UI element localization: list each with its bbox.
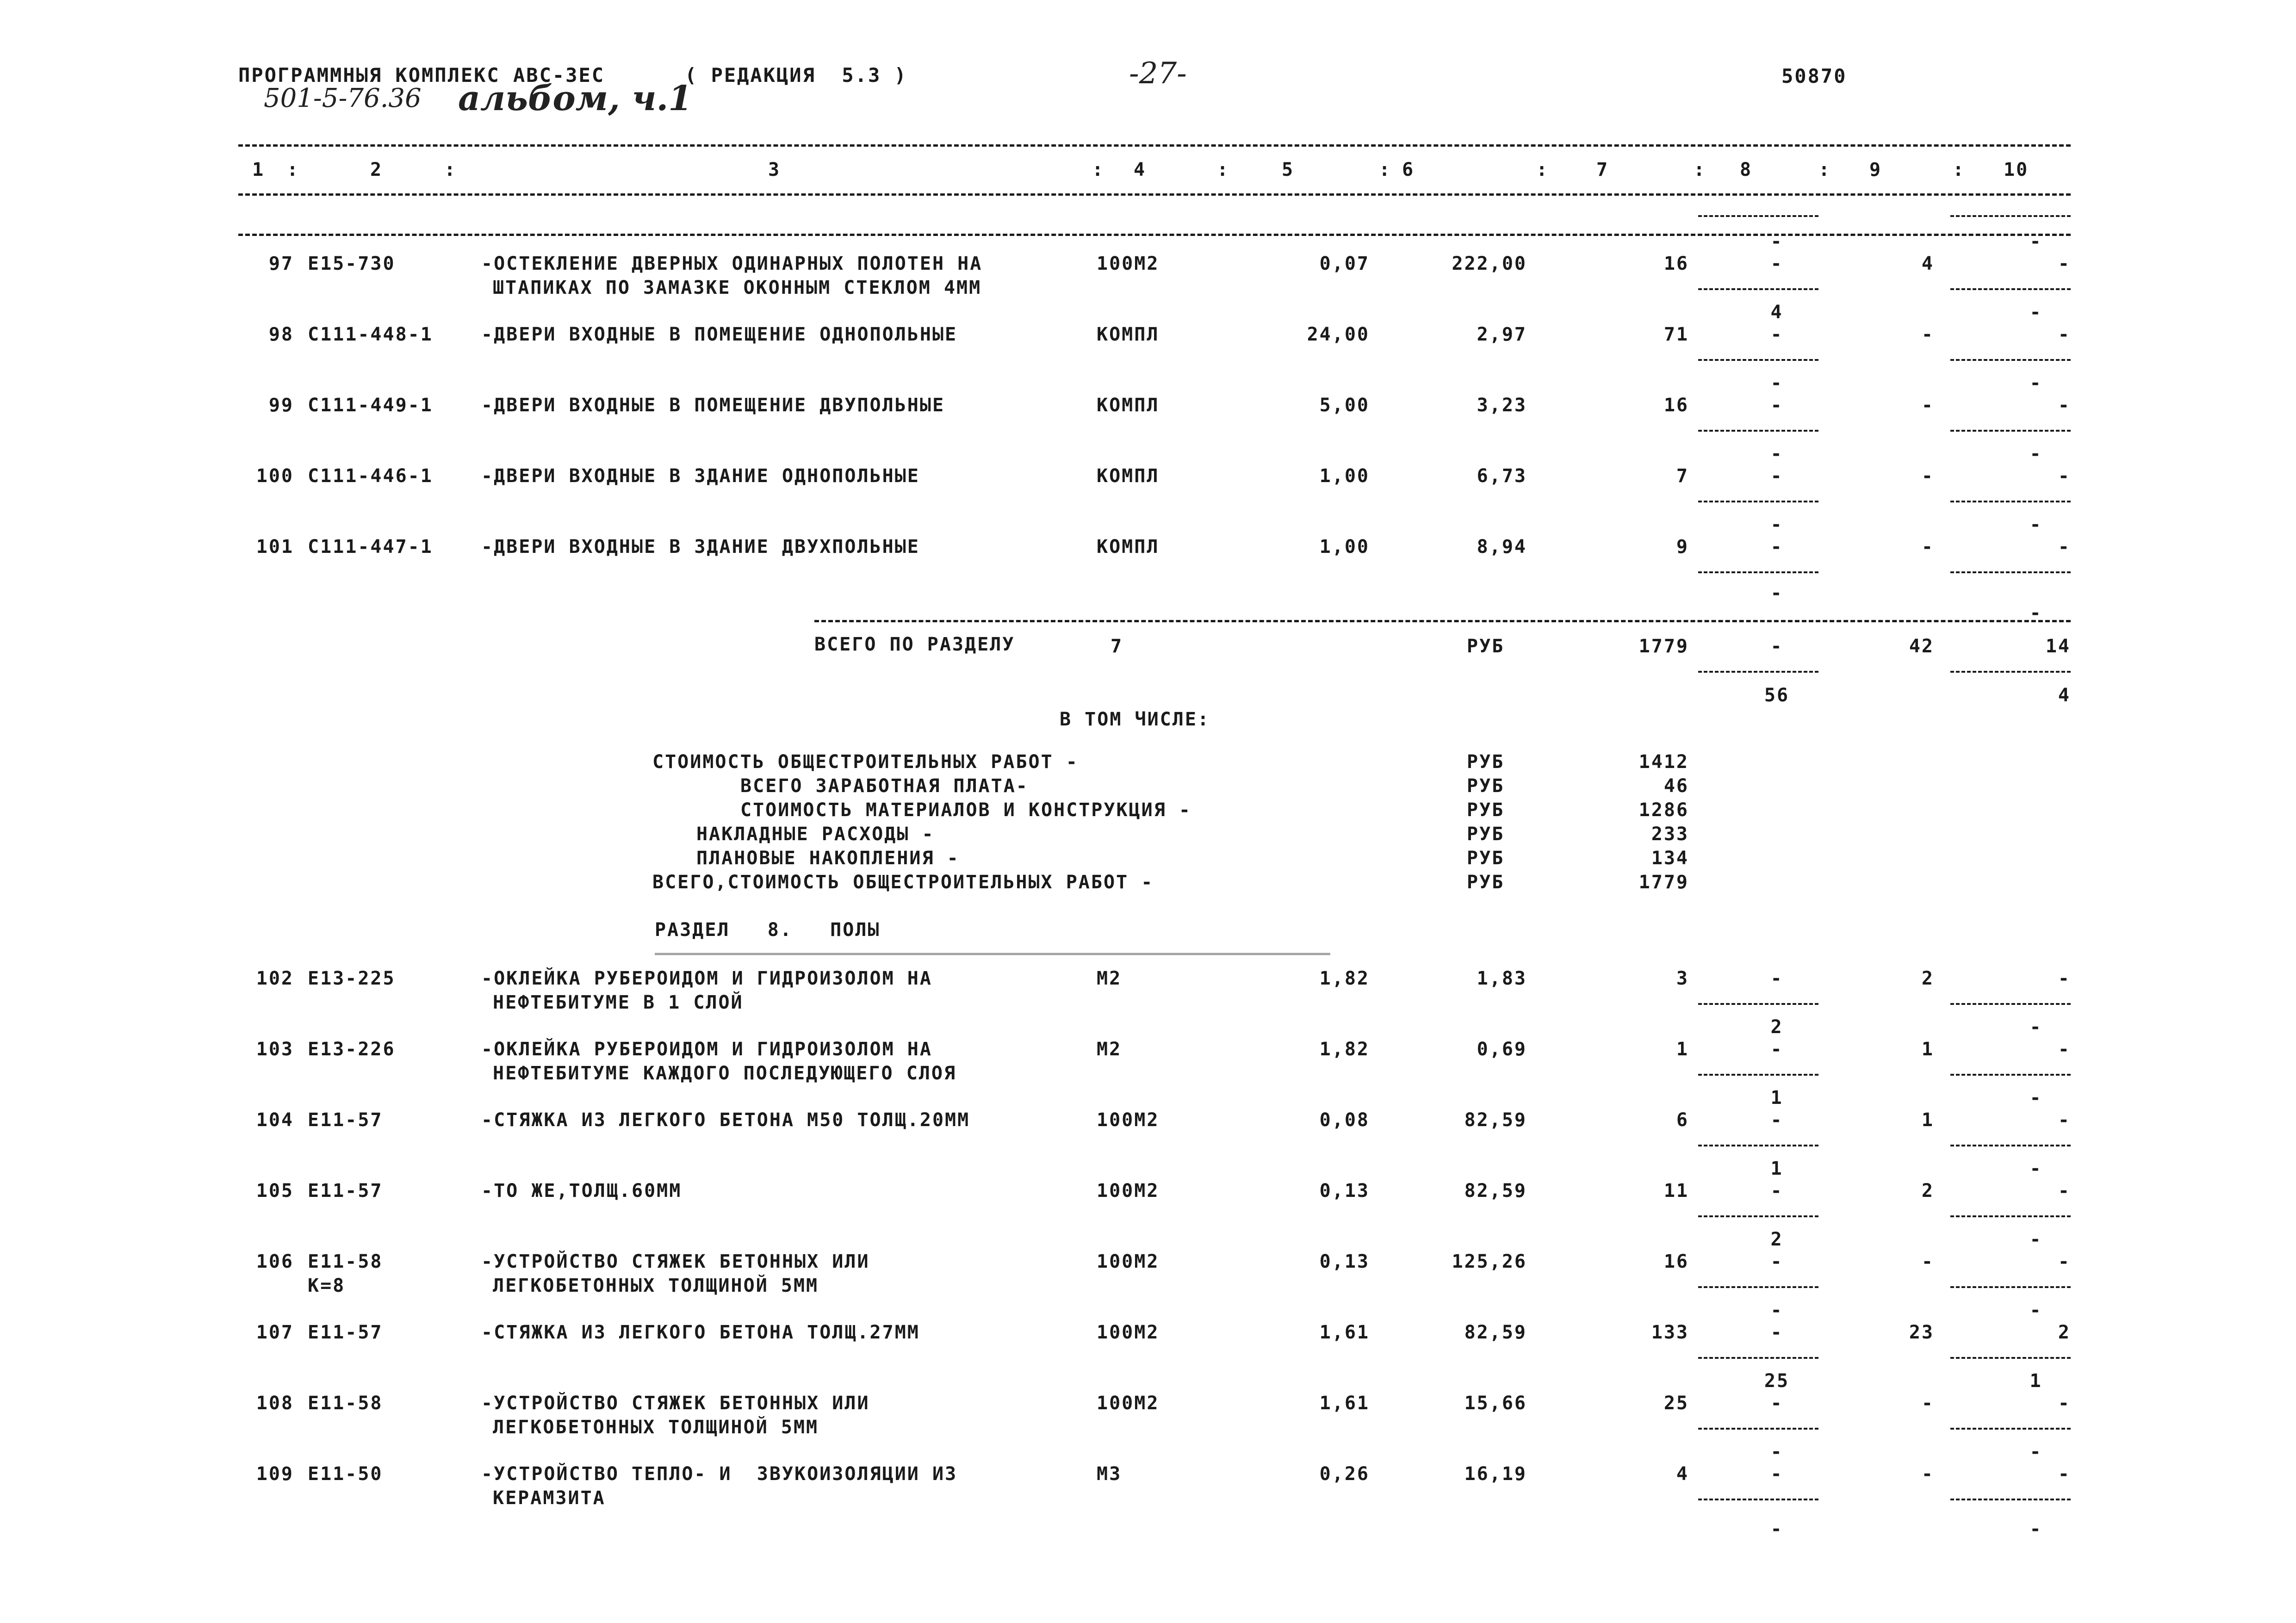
column-header-8: 8 [1740,159,1753,180]
row-quantity: 1,82 [1319,1039,1370,1060]
column-separator: : [1953,159,1966,180]
edition-label: ( РЕДАКЦИЯ 5.3 ) [685,64,907,87]
row-col8: - [1770,1039,1783,1060]
sub-rule [1698,501,1818,502]
row-total: 1 [1676,1039,1689,1060]
sub-rule [1698,1357,1818,1359]
sub-rule [1950,288,2071,290]
row-total: 16 [1663,1251,1689,1272]
row-number: 104 [256,1109,294,1131]
row-col8: - [1770,1251,1783,1272]
row-unit: 100М2 [1097,1180,1160,1202]
row-col8-above: 2 [1770,1016,1783,1038]
row-quantity: 24,00 [1307,324,1370,345]
breakdown-unit: РУБ [1467,872,1505,893]
row-col10: - [2058,1463,2071,1485]
row-description: -СТЯЖКА ИЗ ЛЕГКОГО БЕТОНА М50 ТОЛЩ.20ММ [481,1109,970,1131]
row-code: С111-446-1 [308,465,433,487]
sub-rule [1698,1286,1818,1288]
row-total: 71 [1663,324,1689,345]
row-unit: КОМПЛ [1097,536,1160,558]
row-col9: - [1921,395,1934,416]
row-col8-above: 1 [1770,1158,1783,1179]
row-number: 97 [268,253,294,274]
row-unit: 100М2 [1097,1393,1160,1414]
row-col10: - [2058,1393,2071,1414]
row-description-cont: КЕРАМЗИТА [493,1487,606,1509]
breakdown-unit: РУБ [1467,751,1505,773]
row-description: -ДВЕРИ ВХОДНЫЕ В ЗДАНИЕ ОДНОПОЛЬНЫЕ [481,465,920,487]
column-header-7: 7 [1596,159,1609,180]
section-total-number: 7 [1111,636,1123,657]
row-col8-above: - [1770,372,1783,394]
breakdown-label: СТОИМОСТЬ ОБЩЕСТРОИТЕЛЬНЫХ РАБОТ - [652,751,1079,773]
row-col8: - [1770,1393,1783,1414]
row-col10: - [2058,536,2071,558]
row-code: С111-448-1 [308,324,433,345]
table-row [0,1441,2296,1518]
row-price: 222,00 [1452,253,1527,274]
row-col8-above: 4 [1770,302,1783,323]
row-number: 99 [268,395,294,416]
row-code: Е11-57 [308,1109,383,1131]
row-number: 108 [256,1393,294,1414]
row-col8: - [1770,1109,1783,1131]
breakdown-label: НАКЛАДНЫЕ РАСХОДЫ - [696,824,935,845]
row-col10: 2 [2058,1322,2071,1343]
section-total-c10-below: 4 [2058,685,2071,706]
row-total: 3 [1676,968,1689,989]
row-col9: - [1921,324,1934,345]
row-col9: - [1921,465,1934,487]
row-col8-above: - [1770,1441,1783,1462]
sub-rule [1950,671,2071,673]
row-code: С111-449-1 [308,395,433,416]
column-header-1: 1 [252,159,265,180]
row-col9: 2 [1921,968,1934,989]
row-description: -ДВЕРИ ВХОДНЫЕ В ПОМЕЩЕНИЕ ОДНОПОЛЬНЫЕ [481,324,958,345]
row-code: Е11-57 [308,1180,383,1202]
column-header-3: 3 [768,159,781,180]
row-code: Е13-225 [308,968,396,989]
row-col10-above: - [2029,372,2042,394]
row-quantity: 5,00 [1319,395,1370,416]
row-unit: М2 [1097,968,1122,989]
row-col10-above: - [2029,514,2042,535]
row-description: -УСТРОЙСТВО СТЯЖЕК БЕТОННЫХ ИЛИ [481,1393,870,1414]
row-col10-above: - [2029,443,2042,465]
row-total: 9 [1676,536,1689,558]
row-code: С111-447-1 [308,536,433,558]
row-description: -ДВЕРИ ВХОДНЫЕ В ЗДАНИЕ ДВУХПОЛЬНЫЕ [481,536,920,558]
row-number: 101 [256,536,294,558]
row-col10-above: - [2029,1087,2042,1109]
column-separator: : [1536,159,1549,180]
row-number: 107 [256,1322,294,1343]
row-col9: 4 [1921,253,1934,274]
row-code: Е11-58 [308,1393,383,1414]
row-total: 25 [1663,1393,1689,1414]
row-unit: 100М2 [1097,1251,1160,1272]
row-total: 11 [1663,1180,1689,1202]
row-code: Е11-50 [308,1463,383,1485]
row-col10-above: - [2029,1229,2042,1250]
table-row [0,1087,2296,1164]
sub-rule [1950,1499,2071,1500]
row-col10: - [2058,324,2071,345]
row-col8-below: - [1770,582,1783,604]
row-description: -ДВЕРИ ВХОДНЫЕ В ПОМЕЩЕНИЕ ДВУПОЛЬНЫЕ [481,395,945,416]
row-description-cont: ЛЕГКОБЕТОННЫХ ТОЛЩИНОЙ 5ММ [493,1417,819,1438]
row-quantity: 0,07 [1319,253,1370,274]
sub-rule [1698,671,1818,673]
breakdown-value: 233 [1651,824,1689,845]
header-sub-rule [238,234,2071,236]
table-row [0,1370,2296,1447]
table-row [0,1016,2296,1093]
row-col8-above: 25 [1764,1370,1790,1392]
column-separator: : [1818,159,1831,180]
breakdown-value: 1286 [1638,799,1689,821]
sub-rule [1698,1215,1818,1217]
row-quantity: 0,26 [1319,1463,1370,1485]
row-col10: - [2058,465,2071,487]
row-col10: - [2058,1251,2071,1272]
row-price: 16,19 [1464,1463,1527,1485]
column-header-2: 2 [370,159,383,180]
row-price: 82,59 [1464,1109,1527,1131]
row-number: 98 [268,324,294,345]
header-top-rule [238,144,2071,147]
breakdown-value: 1412 [1638,751,1689,773]
row-col10-above: - [2029,302,2042,323]
sub-rule [1950,1074,2071,1076]
column-separator: : [1379,159,1392,180]
row-description: -СТЯЖКА ИЗ ЛЕГКОГО БЕТОНА ТОЛЩ.27ММ [481,1322,920,1343]
row-price: 3,23 [1477,395,1527,416]
row-col8: - [1770,253,1783,274]
row-quantity: 1,61 [1319,1393,1370,1414]
row-quantity: 1,00 [1319,536,1370,558]
row-col9: - [1921,1393,1934,1414]
table-row [0,1229,2296,1306]
column-header-5: 5 [1282,159,1295,180]
row-code: Е11-58 [308,1251,383,1272]
row-code-extra: К=8 [308,1275,346,1296]
row-col10-above: - [2029,231,2042,252]
row-unit: КОМПЛ [1097,465,1160,487]
row-price: 1,83 [1477,968,1527,989]
row-description: -ОКЛЕЙКА РУБЕРОИДОМ И ГИДРОИЗОЛОМ НА [481,1039,932,1060]
handwritten-code: 501-5-76.36 [264,83,422,113]
row-price: 15,66 [1464,1393,1527,1414]
row-quantity: 0,08 [1319,1109,1370,1131]
sub-rule [1950,1003,2071,1005]
section-total-label: ВСЕГО ПО РАЗДЕЛУ [814,634,1015,655]
row-col10-above: - [2029,1016,2042,1038]
section-total-c10-above: - [2029,602,2042,624]
row-col8-above: 1 [1770,1087,1783,1109]
row-col10: - [2058,1180,2071,1202]
row-description-cont: НЕФТЕБИТУМЕ В 1 СЛОЙ [493,992,744,1013]
row-total: 133 [1651,1322,1689,1343]
sub-rule [1950,1145,2071,1146]
row-total: 6 [1676,1109,1689,1131]
table-row [0,443,2296,520]
column-separator: : [287,159,300,180]
breakdown-label: ВСЕГО,СТОИМОСТЬ ОБЩЕСТРОИТЕЛЬНЫХ РАБОТ - [652,872,1154,893]
row-description: -ОКЛЕЙКА РУБЕРОИДОМ И ГИДРОИЗОЛОМ НА [481,968,932,989]
breakdown-heading: В ТОМ ЧИСЛЕ: [1060,709,1210,730]
sub-rule [1698,215,1818,217]
row-price: 0,69 [1477,1039,1527,1060]
row-unit: 100М2 [1097,1322,1160,1343]
row-price: 6,73 [1477,465,1527,487]
row-col8: - [1770,536,1783,558]
row-quantity: 0,13 [1319,1180,1370,1202]
row-quantity: 1,61 [1319,1322,1370,1343]
row-code: Е15-730 [308,253,396,274]
sub-rule [1950,215,2071,217]
row-number: 105 [256,1180,294,1202]
column-header-6: 6 [1402,159,1415,180]
sub-rule [1698,1145,1818,1146]
row-col10: - [2058,1109,2071,1131]
row-col8-above: - [1770,231,1783,252]
breakdown-label: ПЛАНОВЫЕ НАКОПЛЕНИЯ - [696,848,960,869]
sub-rule [1698,571,1818,573]
handwritten-album: альбом, ч.1 [458,79,692,118]
row-number: 103 [256,1039,294,1060]
section-total-c10: 14 [2045,636,2071,657]
row-col8-above: - [1770,514,1783,535]
row-col8: - [1770,1322,1783,1343]
row-unit: М3 [1097,1463,1122,1485]
row-col8: - [1770,324,1783,345]
row-col8: - [1770,465,1783,487]
breakdown-label: ВСЕГО ЗАРАБОТНАЯ ПЛАТА- [740,775,1029,797]
table-row [0,514,2296,604]
row-col9: - [1921,1463,1934,1485]
row-price: 2,97 [1477,324,1527,345]
row-number: 102 [256,968,294,989]
row-quantity: 0,13 [1319,1251,1370,1272]
row-col10-above: - [2029,1300,2042,1321]
row-price: 8,94 [1477,536,1527,558]
column-header-4: 4 [1134,159,1147,180]
row-col8: - [1770,1463,1783,1485]
table-row [0,1158,2296,1235]
sub-rule [1950,501,2071,502]
row-col10-above: - [2029,1441,2042,1462]
breakdown-unit: РУБ [1467,848,1505,869]
sub-rule [1950,430,2071,432]
row-col9: - [1921,1251,1934,1272]
sub-rule [1698,1074,1818,1076]
row-col10-above: - [2029,1158,2042,1179]
row-col9: 1 [1921,1039,1934,1060]
sub-rule [1950,359,2071,361]
row-col9: - [1921,536,1934,558]
sub-rule [1950,1286,2071,1288]
row-col9: 2 [1921,1180,1934,1202]
row-total: 16 [1663,395,1689,416]
table-row [0,231,2296,308]
table-row [0,372,2296,449]
row-code: Е11-57 [308,1322,383,1343]
breakdown-value: 1779 [1638,872,1689,893]
row-number: 100 [256,465,294,487]
section-total-value: 1779 [1638,636,1689,657]
sub-rule [1698,1499,1818,1500]
bottom-mark-c8: - [1770,1518,1783,1540]
row-description: -УСТРОЙСТВО ТЕПЛО- И ЗВУКОИЗОЛЯЦИИ ИЗ [481,1463,958,1485]
sub-rule [1950,1215,2071,1217]
row-col10: - [2058,395,2071,416]
row-price: 82,59 [1464,1180,1527,1202]
row-number: 109 [256,1463,294,1485]
total-rule [814,620,2071,622]
program-title: ПРОГРАММНЫЯ КОМПЛЕКС АВС-3ЕС [238,64,605,87]
sub-rule [1698,288,1818,290]
page-number: -27- [1129,56,1187,91]
section-total-c9: 42 [1909,636,1934,657]
section-total-unit: РУБ [1467,636,1505,657]
sub-rule [1950,1357,2071,1359]
row-col8: - [1770,968,1783,989]
sub-rule [1698,430,1818,432]
breakdown-unit: РУБ [1467,824,1505,845]
row-col10-above: 1 [2029,1370,2042,1392]
column-separator: : [444,159,457,180]
column-header-9: 9 [1869,159,1882,180]
breakdown-value: 134 [1651,848,1689,869]
row-description: -ОСТЕКЛЕНИЕ ДВЕРНЫХ ОДИНАРНЫХ ПОЛОТЕН НА [481,253,983,274]
sub-rule [1698,359,1818,361]
row-code: Е13-226 [308,1039,396,1060]
row-col8: - [1770,395,1783,416]
row-total: 7 [1676,465,1689,487]
row-col10: - [2058,253,2071,274]
breakdown-unit: РУБ [1467,799,1505,821]
section8-underline [655,953,1330,958]
row-price: 82,59 [1464,1322,1527,1343]
sub-rule [1950,1428,2071,1430]
row-number: 106 [256,1251,294,1272]
row-col8-above: - [1770,1300,1783,1321]
row-total: 4 [1676,1463,1689,1485]
row-description: -ТО ЖЕ,ТОЛЩ.60ММ [481,1180,682,1202]
row-col10: - [2058,1039,2071,1060]
row-quantity: 1,00 [1319,465,1370,487]
row-total: 16 [1663,253,1689,274]
row-col8-above: - [1770,443,1783,465]
column-separator: : [1694,159,1706,180]
table-row [0,1300,2296,1376]
row-col9: 1 [1921,1109,1934,1131]
row-quantity: 1,82 [1319,968,1370,989]
row-description-cont: НЕФТЕБИТУМЕ КАЖДОГО ПОСЛЕДУЮЩЕГО СЛОЯ [493,1063,957,1084]
bottom-mark-c10: - [2029,1518,2042,1540]
column-separator: : [1217,159,1230,180]
section-total-c8: - [1770,636,1783,657]
document-code: 50870 [1781,65,1847,87]
table-row [0,967,2296,1022]
breakdown-label: СТОИМОСТЬ МАТЕРИАЛОВ И КОНСТРУКЦИЯ - [740,799,1191,821]
breakdown-value: 46 [1663,775,1689,797]
row-col9: 23 [1909,1322,1934,1343]
row-description-cont: ЛЕГКОБЕТОННЫХ ТОЛЩИНОЙ 5ММ [493,1275,819,1296]
row-description: -УСТРОЙСТВО СТЯЖЕК БЕТОННЫХ ИЛИ [481,1251,870,1272]
sub-rule [1698,1428,1818,1430]
row-price: 125,26 [1452,1251,1527,1272]
breakdown-unit: РУБ [1467,775,1505,797]
row-unit: 100М2 [1097,253,1160,274]
row-unit: КОМПЛ [1097,324,1160,345]
row-unit: КОМПЛ [1097,395,1160,416]
row-col8-above: 2 [1770,1229,1783,1250]
row-unit: 100М2 [1097,1109,1160,1131]
column-separator: : [1092,159,1105,180]
row-col10: - [2058,968,2071,989]
sub-rule [1950,571,2071,573]
table-row [0,302,2296,378]
column-header-10: 10 [2004,159,2029,180]
section8-title: РАЗДЕЛ 8. ПОЛЫ [655,919,881,941]
header-bottom-rule [238,193,2071,196]
row-col8: - [1770,1180,1783,1202]
section-total-c8-below: 56 [1764,685,1790,706]
sub-rule [1698,1003,1818,1005]
row-unit: М2 [1097,1039,1122,1060]
row-description-cont: ШТАПИКАХ ПО ЗАМАЗКЕ ОКОННЫМ СТЕКЛОМ 4ММ [493,277,982,298]
